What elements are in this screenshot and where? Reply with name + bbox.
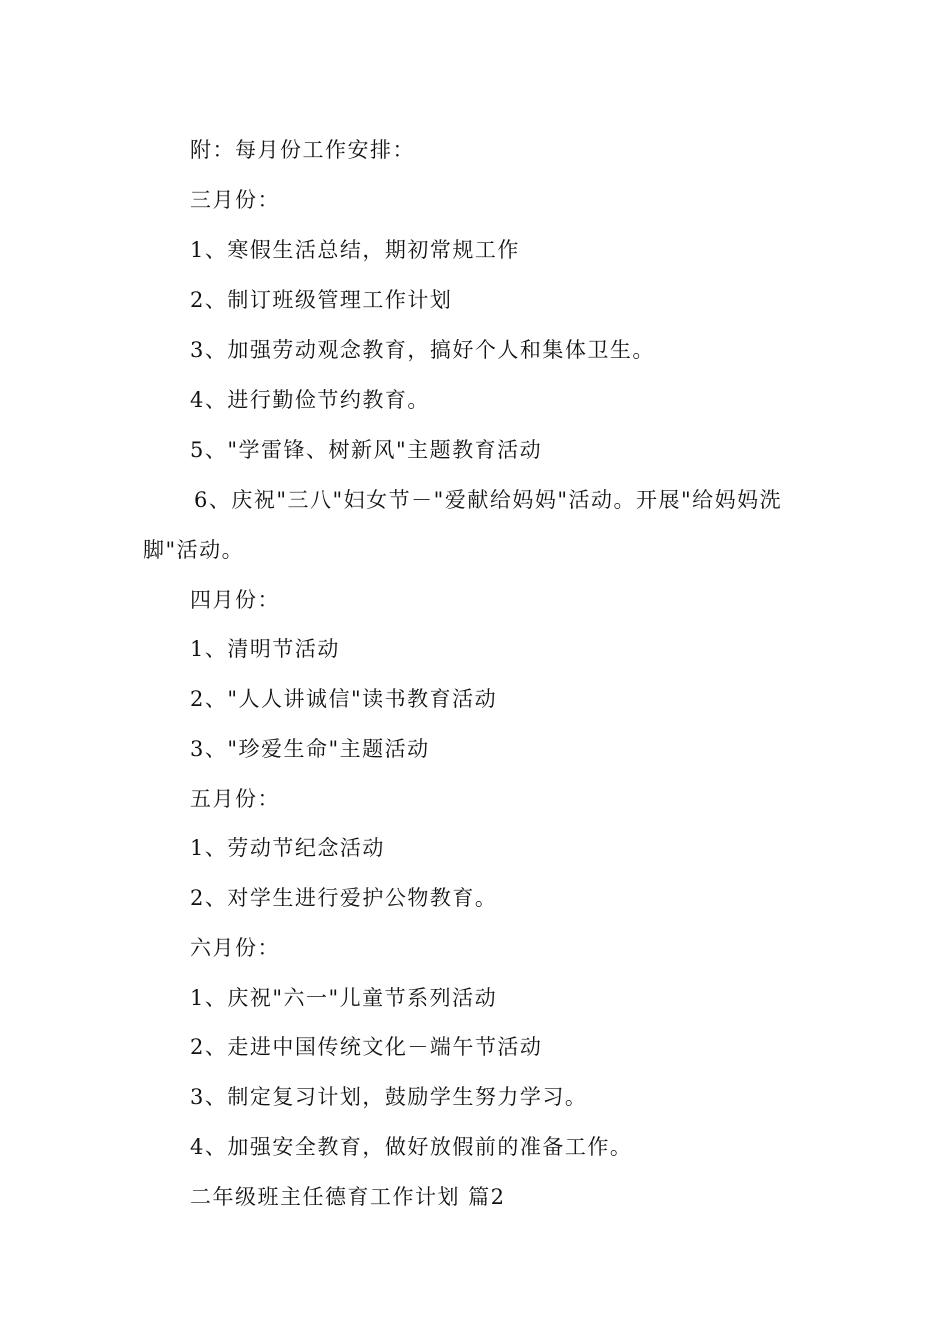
list-item: 2、走进中国传统文化－端午节活动: [190, 1035, 543, 1059]
list-item: 3、"珍爱生命"主题活动: [190, 737, 430, 761]
list-item: 1、清明节活动: [190, 637, 340, 661]
list-item: 6、庆祝"三八"妇女节－"爱献给妈妈"活动。开展"给妈妈洗: [194, 488, 783, 512]
appendix-heading: 附：每月份工作安排：: [190, 138, 415, 162]
month-heading-june: 六月份：: [190, 936, 280, 960]
list-item: 1、劳动节纪念活动: [190, 836, 385, 860]
list-item: 1、庆祝"六一"儿童节系列活动: [190, 986, 498, 1010]
list-item: 2、制订班级管理工作计划: [190, 288, 453, 312]
list-item: 1、寒假生活总结，期初常规工作: [190, 238, 520, 262]
month-heading-march: 三月份：: [190, 188, 280, 212]
list-item: 2、对学生进行爱护公物教育。: [190, 886, 498, 910]
list-item: 3、制定复习计划，鼓励学生努力学习。: [190, 1085, 588, 1109]
list-item: 4、进行勤俭节约教育。: [190, 388, 430, 412]
section-title: 二年级班主任德育工作计划 篇2: [190, 1185, 506, 1209]
list-item: 5、"学雷锋、树新风"主题教育活动: [190, 438, 543, 462]
list-item: 3、加强劳动观念教育，搞好个人和集体卫生。: [190, 338, 655, 362]
month-heading-may: 五月份：: [190, 787, 280, 811]
month-heading-april: 四月份：: [190, 588, 280, 612]
list-item: 4、加强安全教育，做好放假前的准备工作。: [190, 1135, 633, 1159]
list-item: 2、"人人讲诚信"读书教育活动: [190, 687, 498, 711]
list-item-continuation: 脚"活动。: [143, 538, 245, 562]
